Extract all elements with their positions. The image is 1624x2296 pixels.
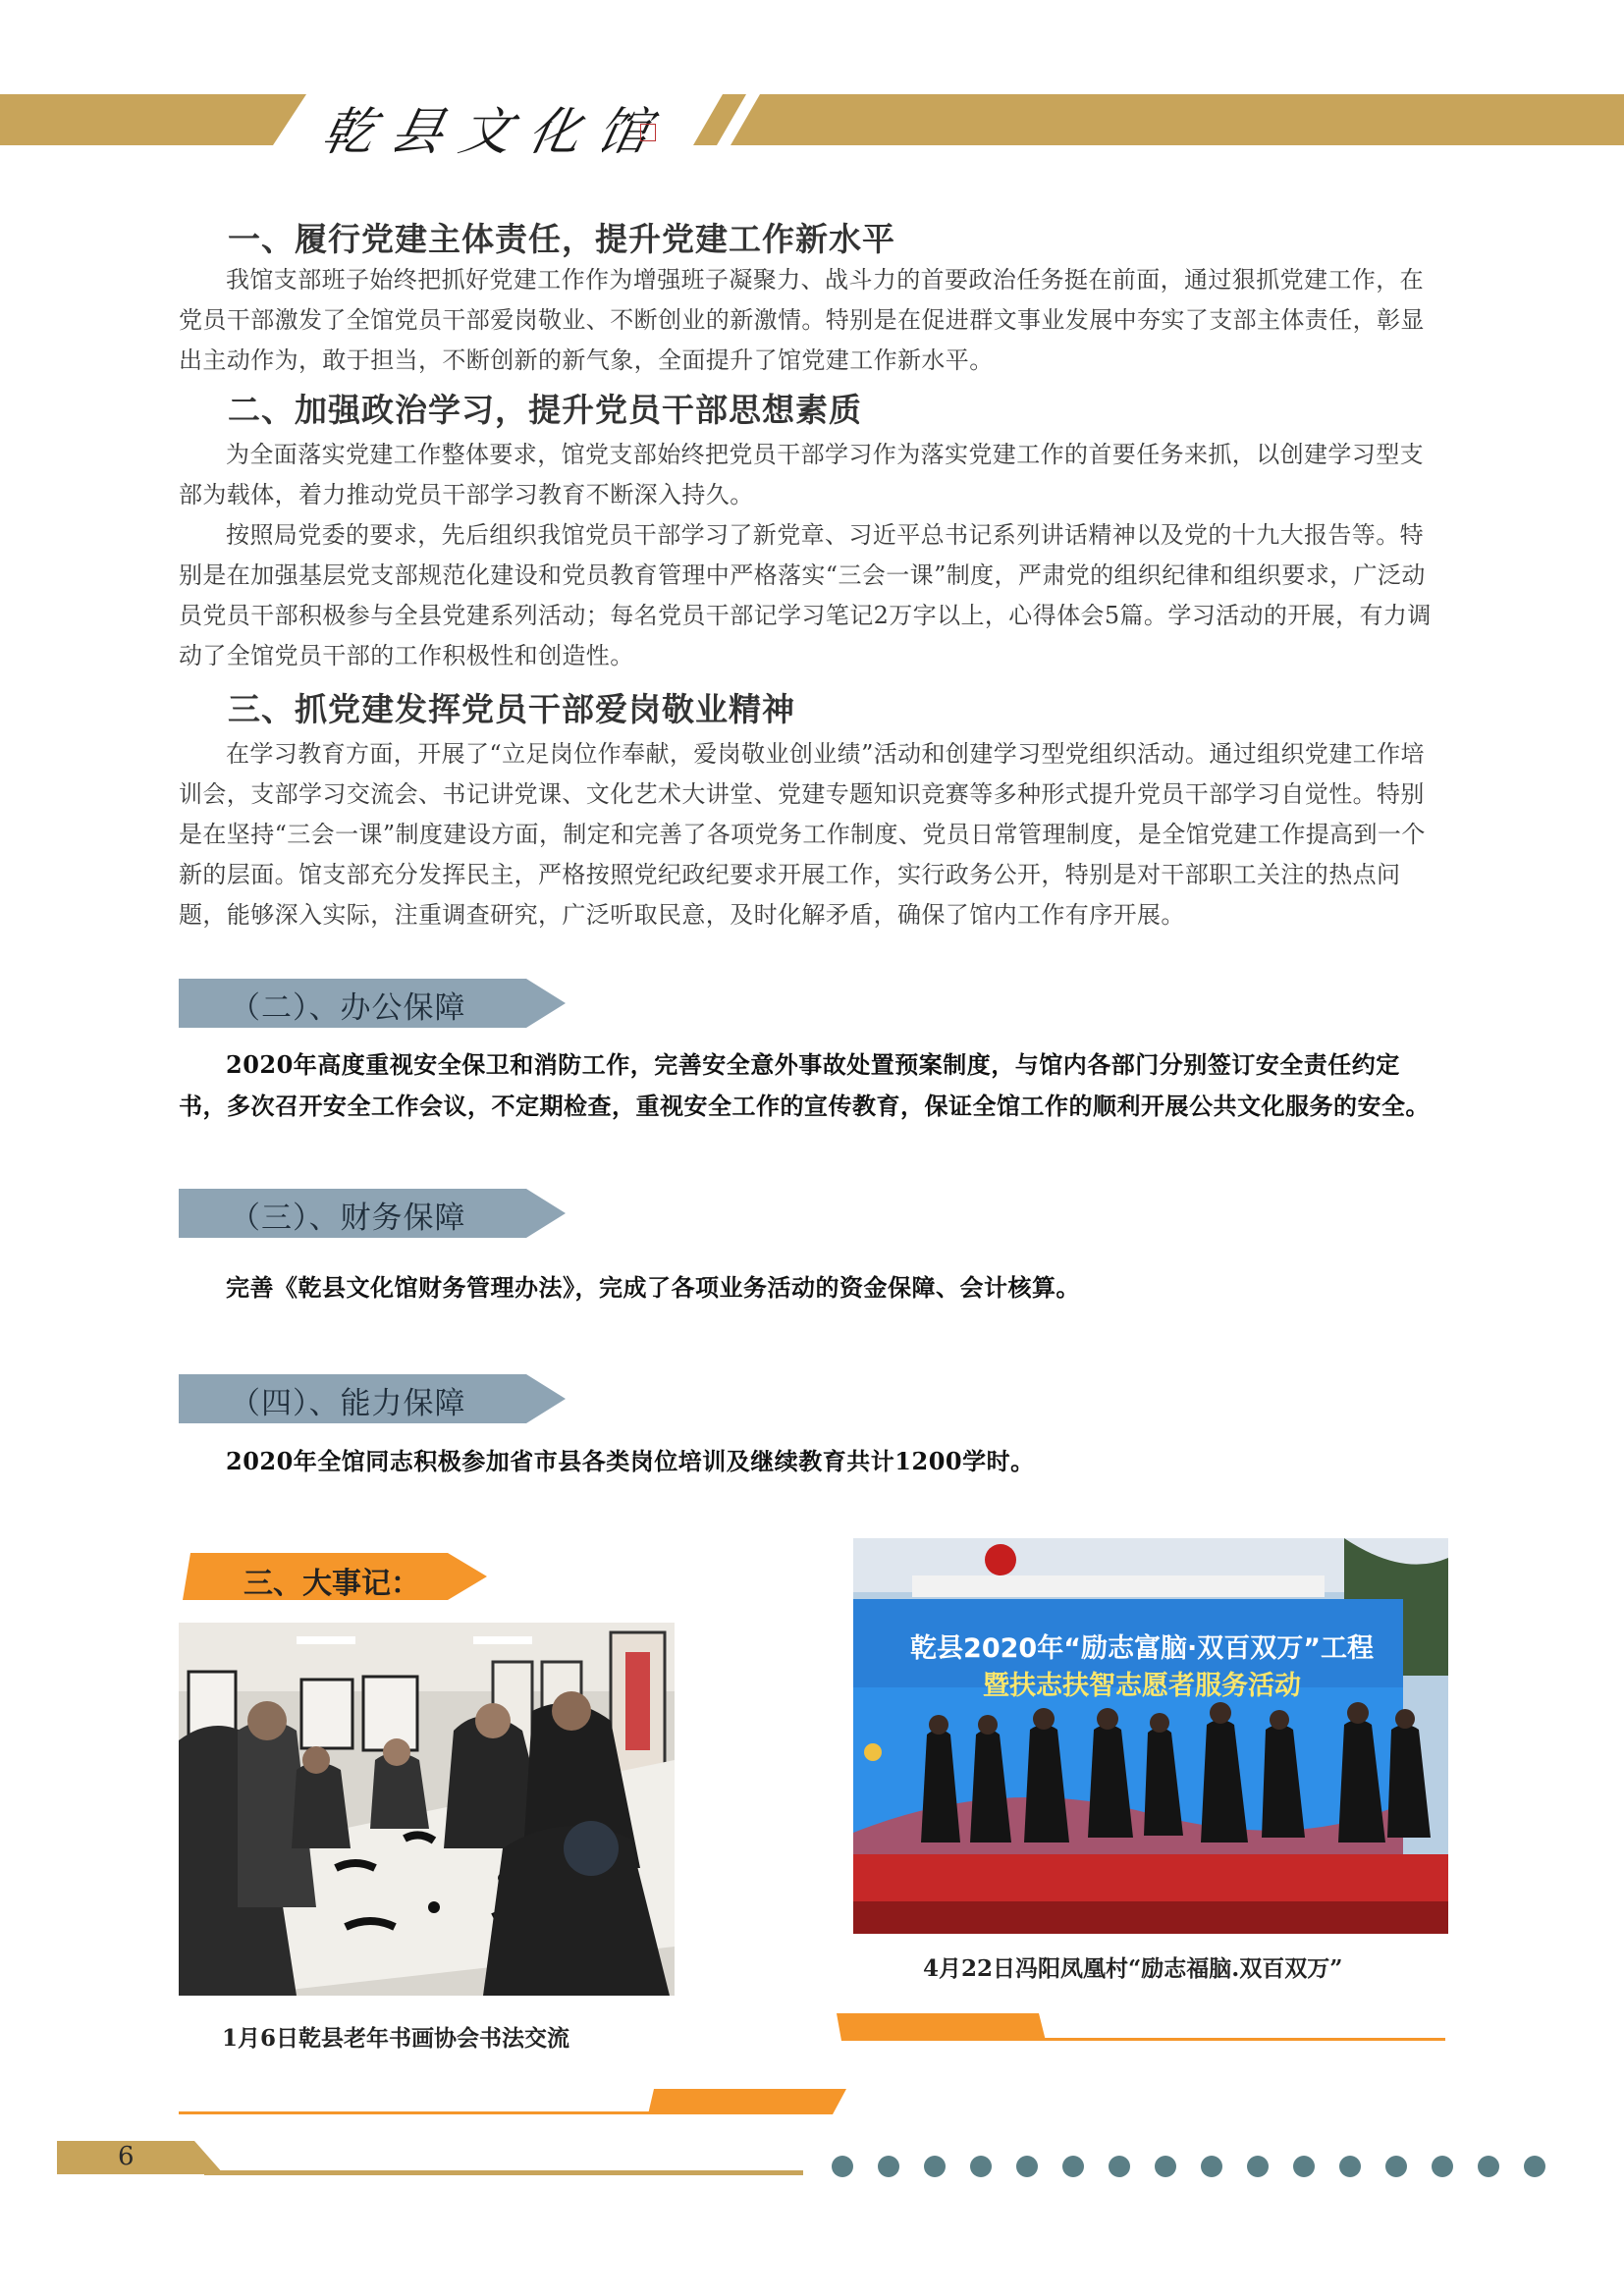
footer-dot xyxy=(1293,2156,1315,2177)
footer-band xyxy=(57,2141,803,2180)
footer-dot xyxy=(878,2156,899,2177)
volunteer-banner-line-2: 暨扶志扶智志愿者服务活动 xyxy=(983,1671,1301,1701)
footer-dot xyxy=(970,2156,992,2177)
section-3-paragraph: 在学习教育方面，开展了“立足岗位作奉献，爱岗敬业创业绩”活动和创建学习型党组织活动。通过组织党建工作培训会，支部学习交流会、书记讲党课、文化艺术大讲堂、党建专题知识竞赛等多种形式提升党员干部学习自觉性。特别是在坚持“三会一课”制度建设方面，制定和完善了各项党务工作制度、党员日常管理制度，是全馆党建工作提高到一个新的层面。馆支部充分发挥民主，严格按照党纪政纪要求开展工作，实行政务公开，特别是对干部职工关注的热点问题，能够深入实际，注重调查研究，广泛听取民意，及时化解矛盾，确保了馆内工作有序开展。 xyxy=(179,740,1426,929)
orange-decor-line-left xyxy=(179,2089,846,2118)
footer-dot xyxy=(1385,2156,1407,2177)
footer-dot xyxy=(1062,2156,1084,2177)
section-1-paragraph: 我馆支部班子始终把抓好党建工作作为增强班子凝聚力、战斗力的首要政治任务挺在前面，通过狠抓党建工作，在党员干部激发了全馆党员干部爱岗敬业、不断创业的新激情。特别是在促进群文事业发展中夯实了支部主体责任，彰显出主动作为，敢于担当，不断创新的新气象，全面提升了馆党建工作新水平。 xyxy=(179,266,1425,374)
calligraphy-exchange-photo xyxy=(179,1623,675,1996)
footer-dot xyxy=(1155,2156,1176,2177)
section-2-paragraph-2: 按照局党委的要求，先后组织我馆党员干部学习了新党章、习近平总书记系列讲话精神以及党的十九大报告等。特别是在加强基层党支部规范化建设和党员教育管理中严格落实“三会一课”制度，严肃党的组织纪律和组织要求，广泛动员党员干部积极参与全县党建系列活动；每名党员干部记学习笔记2万字以上，心得体会5篇。学习活动的开展，有力调动了全馆党员干部的工作积极性和创造性。 xyxy=(179,521,1432,669)
footer-dot xyxy=(832,2156,853,2177)
calligraphy-exchange-caption: 1月6日乾县老年书画协会书法交流 xyxy=(222,2025,570,2052)
footer-dot xyxy=(1201,2156,1222,2177)
events-title: 三、大事记： xyxy=(244,1567,420,1601)
header-seal-icon xyxy=(640,124,656,141)
ability-guarantee-text: 2020年全馆同志积极参加省市县各类岗位培训及继续教育共计1200学时。 xyxy=(226,1447,1035,1475)
orange-decor-line-right xyxy=(837,2013,1445,2043)
header-calligraphy-title: 乾县文化馆 xyxy=(316,103,674,162)
finance-guarantee-ribbon xyxy=(179,1189,566,1238)
volunteer-activity-caption: 4月22日冯阳凤凰村“励志福脑.双百双万” xyxy=(923,1955,1343,1982)
footer-dot xyxy=(1478,2156,1499,2177)
volunteer-banner-line-1: 乾县2020年“励志富脑·双百双万”工程 xyxy=(910,1633,1374,1664)
section-title-1: 一、履行党建主体责任，提升党建工作新水平 xyxy=(228,220,895,258)
office-guarantee-title: （二）、办公保障 xyxy=(230,990,466,1026)
events-ribbon xyxy=(183,1553,487,1600)
footer-dot xyxy=(924,2156,946,2177)
office-guarantee-ribbon xyxy=(179,979,566,1028)
footer-dot xyxy=(1524,2156,1545,2177)
ability-guarantee-ribbon xyxy=(179,1374,566,1423)
ability-guarantee-title: （四）、能力保障 xyxy=(230,1386,466,1421)
header-band xyxy=(0,94,1624,145)
finance-guarantee-title: （三）、财务保障 xyxy=(230,1201,466,1236)
section-title-3: 三、抓党建发挥党员干部爱岗敬业精神 xyxy=(228,690,795,728)
footer-dot xyxy=(1339,2156,1361,2177)
finance-guarantee-text: 完善《乾县文化馆财务管理办法》，完成了各项业务活动的资金保障、会计核算。 xyxy=(226,1273,1080,1302)
page-number: 6 xyxy=(118,2142,135,2171)
footer-dot xyxy=(1016,2156,1038,2177)
footer-dot xyxy=(1109,2156,1130,2177)
volunteer-activity-photo xyxy=(853,1538,1448,1934)
section-2-paragraph-1: 为全面落实党建工作整体要求，馆党支部始终把党员干部学习作为落实党建工作的首要任务来抓，以创建学习型支部为载体，着力推动党员干部学习教育不断深入持久。 xyxy=(179,441,1424,508)
footer-dot xyxy=(1432,2156,1453,2177)
office-guarantee-text: 2020年高度重视安全保卫和消防工作，完善安全意外事故处置预案制度，与馆内各部门分别签订安全责任约定书，多次召开安全工作会议，不定期检查，重视安全工作的宣传教育，保证全馆工作的顺利开展公共文化服务的安全。 xyxy=(179,1050,1430,1120)
section-title-2: 二、加强政治学习，提升党员干部思想素质 xyxy=(228,391,862,429)
footer-dot xyxy=(1247,2156,1269,2177)
